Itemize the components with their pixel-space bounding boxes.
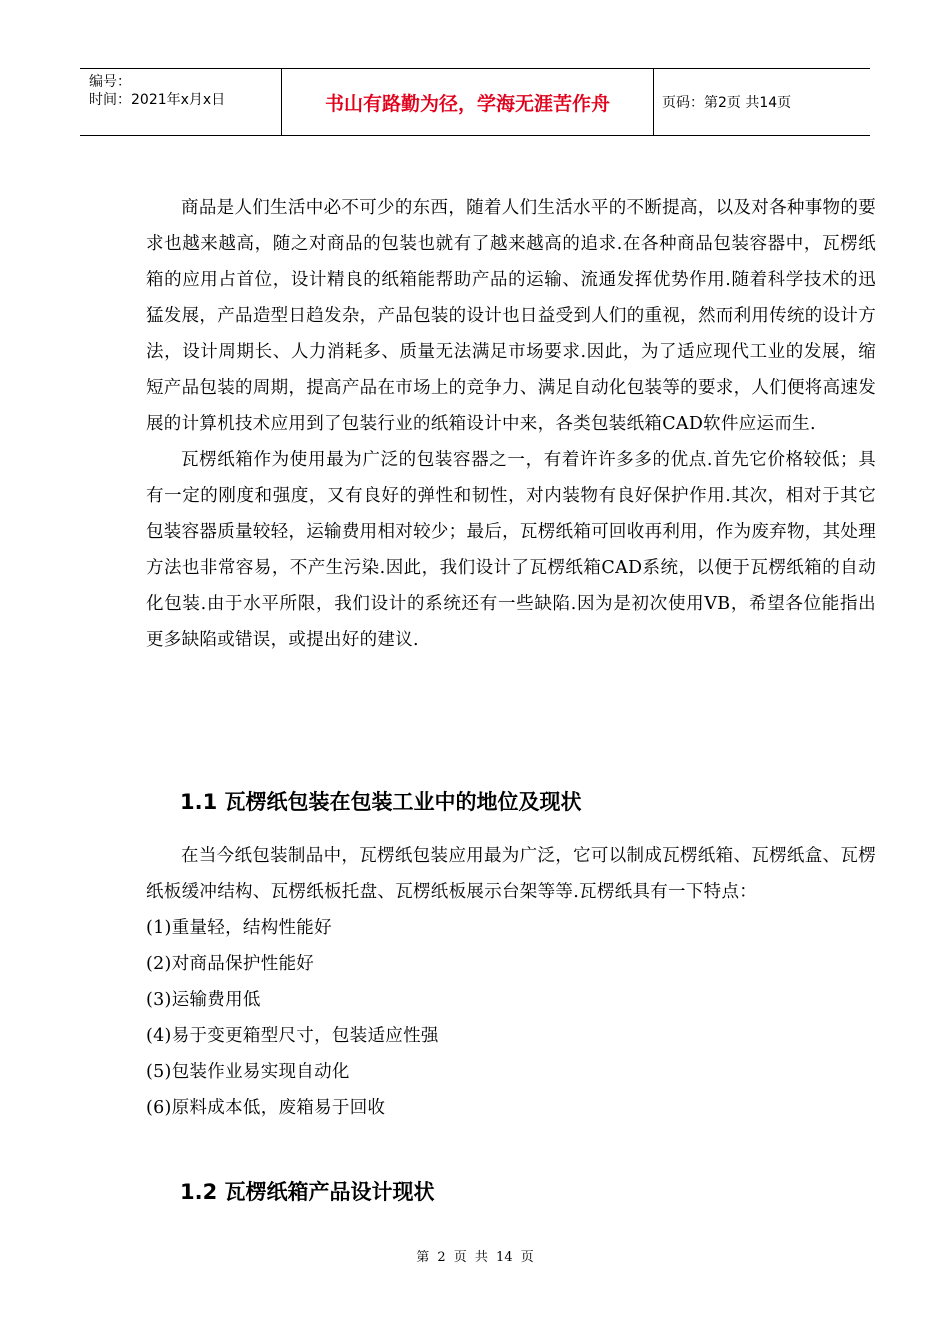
list-item: (6)原料成本低，废箱易于回收 bbox=[146, 1098, 386, 1118]
header-page-info: 页码：第2页 共14页 bbox=[662, 95, 792, 111]
header-left-cell bbox=[80, 69, 282, 135]
section-1-body bbox=[146, 838, 876, 1126]
section-1-paragraph: 在当今纸包装制品中，瓦楞纸包装应用最为广泛，它可以制成瓦楞纸箱、瓦楞纸盒、瓦楞纸板缓冲结构、瓦楞纸板托盘、瓦楞纸板展示台架等等.瓦楞纸具有一下特点： bbox=[146, 846, 876, 902]
intro-paragraph-2: 瓦楞纸箱作为使用最为广泛的包装容器之一，有着许许多多的优点.首先它价格较低；具有一定的刚度和强度，又有良好的弹性和韧性，对内装物有良好保护作用.其次，相对于其它包装容器质量较轻，运输费用相对较少；最后，瓦楞纸箱可回收再利用，作为废弃物，其处理方法也非常容易，不产生污染.因此，我们设计了瓦楞纸箱CAD系统，以便于瓦楞纸箱的自动化包装.由于水平所限，我们设计的系统还有一些缺陷.因为是初次使用VB，希望各位能指出更多缺陷或错误，或提出好的建议. bbox=[146, 450, 876, 650]
intro-body bbox=[146, 190, 876, 658]
list-item: (1)重量轻，结构性能好 bbox=[146, 918, 332, 938]
time-label: 时间：2021年x月x日 bbox=[89, 92, 226, 108]
header-motto: 书山有路勤为径，学海无涯苦作舟 bbox=[282, 69, 654, 135]
list-item: (4)易于变更箱型尺寸，包装适应性强 bbox=[146, 1026, 439, 1046]
section-1-title: 1.1 瓦楞纸包装在包装工业中的地位及现状 bbox=[180, 790, 582, 814]
list-item: (3)运输费用低 bbox=[146, 990, 261, 1010]
list-item: (5)包装作业易实现自动化 bbox=[146, 1062, 350, 1082]
number-label: 编号： bbox=[89, 74, 131, 90]
header-table bbox=[80, 68, 870, 136]
section-2-title: 1.2 瓦楞纸箱产品设计现状 bbox=[180, 1180, 435, 1204]
page-footer: 第 2 页 共 14 页 bbox=[416, 1250, 534, 1265]
list-item: (2)对商品保护性能好 bbox=[146, 954, 315, 974]
intro-paragraph-1: 商品是人们生活中必不可少的东西，随着人们生活水平的不断提高，以及对各种事物的要求也越来越高，随之对商品的包装也就有了越来越高的追求.在各种商品包装容器中，瓦楞纸箱的应用占首位，设计精良的纸箱能帮助产品的运输、流通发挥优势作用.随着科学技术的迅猛发展，产品造型日趋发杂，产品包装的设计也日益受到人们的重视，然而利用传统的设计方法，设计周期长、人力消耗多、质量无法满足市场要求.因此，为了适应现代工业的发展，缩短产品包装的周期，提高产品在市场上的竞争力、满足自动化包装等的要求，人们便将高速发展的计算机技术应用到了包装行业的纸箱设计中来，各类包装纸箱CAD软件应运而生. bbox=[146, 198, 876, 434]
